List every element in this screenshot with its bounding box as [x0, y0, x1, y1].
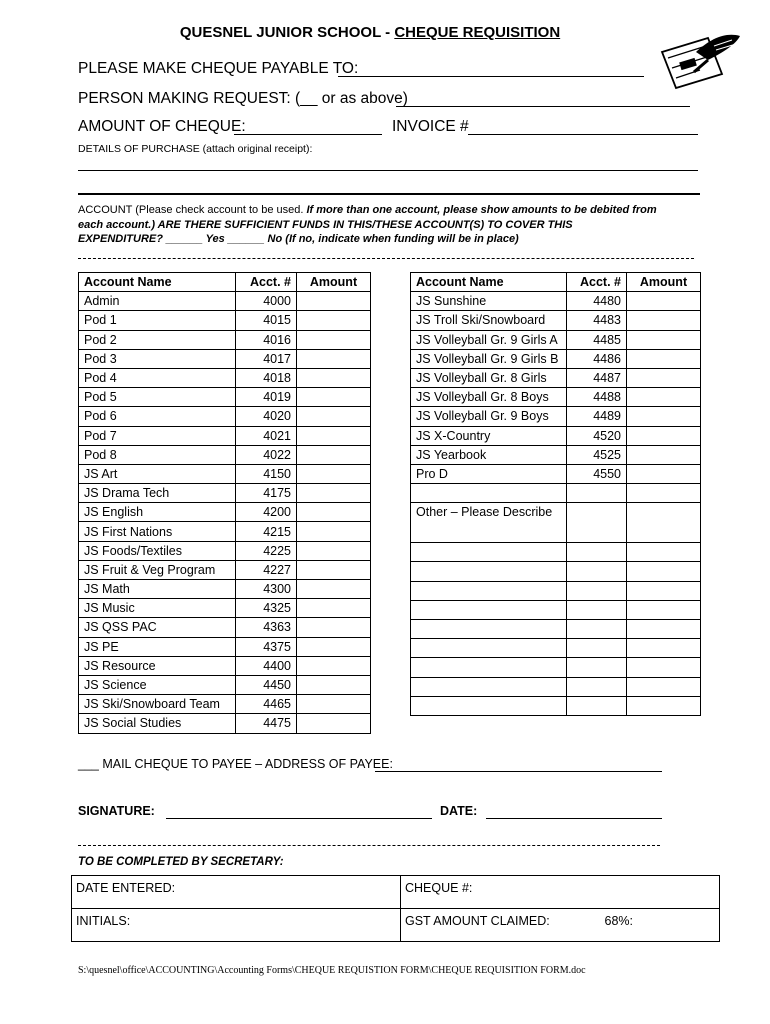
col-amount: Amount: [297, 273, 371, 292]
account-name-cell: [411, 543, 567, 562]
amount-of-cheque-label: AMOUNT OF CHEQUE:: [78, 118, 246, 135]
amount-cell[interactable]: [627, 311, 701, 330]
form-name: CHEQUE REQUISITION: [394, 24, 561, 41]
person-making-request-label: PERSON MAKING REQUEST: (__ or as above): [78, 90, 408, 107]
amount-cell[interactable]: [297, 675, 371, 694]
account-name-cell: [411, 484, 567, 503]
amount-cell[interactable]: [627, 562, 701, 581]
amount-cell[interactable]: [297, 349, 371, 368]
table-header-row: [79, 273, 371, 292]
account-number-cell: 4215: [236, 522, 297, 541]
amount-cell[interactable]: [297, 407, 371, 426]
account-number-cell: 4018: [236, 368, 297, 387]
account-name-cell: JS Volleyball Gr. 9 Girls A: [411, 330, 567, 349]
table-row: [79, 388, 371, 407]
account-number-cell: [567, 639, 627, 658]
account-number-cell: 4022: [236, 445, 297, 464]
account-name-cell: Pod 7: [79, 426, 236, 445]
account-name-cell: Pod 8: [79, 445, 236, 464]
date-label: DATE:: [440, 804, 478, 818]
amount-cell[interactable]: [627, 658, 701, 677]
account-number-cell: [567, 484, 627, 503]
account-number-cell: 4175: [236, 484, 297, 503]
secretary-table: [71, 875, 720, 942]
account-number-cell: 4488: [567, 388, 627, 407]
person-making-request-line[interactable]: [396, 106, 690, 107]
account-instructions: ACCOUNT (Please check account to be used. If more than one account, please show amounts to be debited from each account.) ARE THERE SUFFICIENT FUNDS IN THIS/THESE ACCOUNT(S) TO COVER THIS EXPENDITURE? ______ Yes ______ No (If no, indicate when funding will be in place): [78, 204, 657, 245]
account-number-cell: 4520: [567, 426, 627, 445]
account-name-cell: JS Science: [79, 675, 236, 694]
date-line[interactable]: [486, 818, 662, 819]
account-name-cell: Pod 2: [79, 330, 236, 349]
payee-address-line[interactable]: [375, 771, 662, 772]
table-row: [411, 388, 701, 407]
account-number-cell: 4400: [236, 656, 297, 675]
col-account-name: Account Name: [411, 273, 567, 292]
table-row: [411, 464, 701, 483]
page-title: [0, 24, 740, 41]
table-row: [411, 677, 701, 696]
col-amount: Amount: [627, 273, 701, 292]
table-row: [79, 407, 371, 426]
account-number-cell: 4000: [236, 292, 297, 311]
table-row: [411, 543, 701, 562]
amount-cell[interactable]: [297, 541, 371, 560]
amount-cell[interactable]: [627, 639, 701, 658]
account-number-cell: 4227: [236, 560, 297, 579]
account-number-cell: [567, 562, 627, 581]
payable-to-label: PLEASE MAKE CHEQUE PAYABLE TO:: [78, 60, 359, 77]
col-acct-number: Acct. #: [236, 273, 297, 292]
account-number-cell: 4020: [236, 407, 297, 426]
amount-cell[interactable]: [297, 484, 371, 503]
details-of-purchase-label: DETAILS OF PURCHASE (attach original receipt):: [78, 143, 313, 155]
account-number-cell: 4150: [236, 464, 297, 483]
account-name-cell: JS Volleyball Gr. 9 Girls B: [411, 349, 567, 368]
date-entered-cell[interactable]: DATE ENTERED:: [72, 876, 401, 909]
account-name-cell: JS Fruit & Veg Program: [79, 560, 236, 579]
amount-cell[interactable]: [297, 311, 371, 330]
amount-cell[interactable]: [627, 388, 701, 407]
secretary-heading: TO BE COMPLETED BY SECRETARY:: [78, 856, 284, 868]
account-number-cell: 4375: [236, 637, 297, 656]
account-name-cell: JS Foods/Textiles: [79, 541, 236, 560]
table-row: [79, 637, 371, 656]
table-row: [79, 714, 371, 733]
amount-cell[interactable]: [297, 368, 371, 387]
table-row: [411, 445, 701, 464]
account-number-cell: 4016: [236, 330, 297, 349]
account-name-cell: [411, 658, 567, 677]
amount-cell[interactable]: [627, 677, 701, 696]
account-name-cell: JS Yearbook: [411, 445, 567, 464]
amount-cell[interactable]: [297, 464, 371, 483]
account-number-cell: 4487: [567, 368, 627, 387]
account-number-cell: [567, 581, 627, 600]
col-acct-number: Acct. #: [567, 273, 627, 292]
account-name-cell: JS QSS PAC: [79, 618, 236, 637]
account-name-cell: [411, 696, 567, 715]
account-number-cell: [567, 620, 627, 639]
table-row: [411, 503, 701, 543]
table-row: [79, 368, 371, 387]
invoice-line[interactable]: [468, 134, 698, 135]
account-number-cell: 4480: [567, 292, 627, 311]
table-header-row: [411, 273, 701, 292]
amount-cell[interactable]: [297, 714, 371, 733]
account-name-cell: Other – Please Describe: [411, 503, 567, 543]
table-row: [411, 311, 701, 330]
amount-cell[interactable]: [627, 330, 701, 349]
table-row: [79, 445, 371, 464]
payable-to-line[interactable]: [338, 76, 644, 77]
account-number-cell: [567, 677, 627, 696]
amount-of-cheque-line[interactable]: [234, 134, 382, 135]
amount-cell[interactable]: [297, 522, 371, 541]
account-number-cell: 4200: [236, 503, 297, 522]
amount-cell[interactable]: [627, 581, 701, 600]
account-name-cell: [411, 600, 567, 619]
table-row: [79, 522, 371, 541]
table-row: [411, 368, 701, 387]
amount-cell[interactable]: [297, 426, 371, 445]
cheque-number-cell[interactable]: CHEQUE #:: [401, 876, 720, 909]
table-row: [411, 426, 701, 445]
initials-cell[interactable]: INITIALS:: [72, 909, 401, 942]
amount-cell[interactable]: [627, 464, 701, 483]
amount-cell[interactable]: [297, 637, 371, 656]
table-row: [79, 599, 371, 618]
account-name-cell: JS Drama Tech: [79, 484, 236, 503]
account-name-cell: JS Social Studies: [79, 714, 236, 733]
amount-cell[interactable]: [297, 560, 371, 579]
account-name-cell: JS X-Country: [411, 426, 567, 445]
account-name-cell: JS Resource: [79, 656, 236, 675]
right-account-table: [410, 272, 701, 716]
table-row: [79, 426, 371, 445]
account-name-cell: Pod 3: [79, 349, 236, 368]
account-name-cell: [411, 581, 567, 600]
amount-cell[interactable]: [627, 426, 701, 445]
account-number-cell: 4483: [567, 311, 627, 330]
account-number-cell: 4363: [236, 618, 297, 637]
table-row: [79, 503, 371, 522]
account-name-cell: JS Troll Ski/Snowboard: [411, 311, 567, 330]
account-number-cell: [567, 503, 627, 543]
details-line-2[interactable]: [78, 193, 700, 195]
amount-cell[interactable]: [297, 618, 371, 637]
account-name-cell: JS Volleyball Gr. 9 Boys: [411, 407, 567, 426]
school-name: QUESNEL JUNIOR SCHOOL -: [179, 24, 395, 41]
amount-cell[interactable]: [297, 330, 371, 349]
table-row: [411, 562, 701, 581]
account-name-cell: [411, 620, 567, 639]
amount-cell[interactable]: [627, 503, 701, 543]
table-row: [79, 311, 371, 330]
amount-cell[interactable]: [297, 656, 371, 675]
left-account-table: [78, 272, 371, 734]
account-name-cell: JS Volleyball Gr. 8 Girls: [411, 368, 567, 387]
signature-label: SIGNATURE:: [78, 804, 155, 818]
table-row: [79, 330, 371, 349]
table-row: [411, 696, 701, 715]
amount-cell[interactable]: [297, 695, 371, 714]
account-name-cell: Pod 6: [79, 407, 236, 426]
details-line-1[interactable]: [78, 170, 698, 171]
account-number-cell: [567, 600, 627, 619]
table-row: [79, 484, 371, 503]
table-row: [79, 618, 371, 637]
account-number-cell: 4489: [567, 407, 627, 426]
account-name-cell: JS Sunshine: [411, 292, 567, 311]
amount-cell[interactable]: [297, 503, 371, 522]
amount-cell[interactable]: [297, 292, 371, 311]
signature-line[interactable]: [166, 818, 432, 819]
table-row: [79, 580, 371, 599]
account-name-cell: JS Math: [79, 580, 236, 599]
account-number-cell: 4300: [236, 580, 297, 599]
table-row: [411, 658, 701, 677]
table-row: [411, 292, 701, 311]
account-name-cell: [411, 562, 567, 581]
account-name-cell: JS Art: [79, 464, 236, 483]
account-number-cell: 4486: [567, 349, 627, 368]
table-row: [411, 484, 701, 503]
account-name-cell: Pod 5: [79, 388, 236, 407]
table-row: [411, 407, 701, 426]
cheque-pen-icon: [656, 30, 746, 92]
account-name-cell: JS PE: [79, 637, 236, 656]
account-name-cell: JS First Nations: [79, 522, 236, 541]
amount-cell[interactable]: [297, 599, 371, 618]
amount-cell[interactable]: [627, 484, 701, 503]
account-name-cell: [411, 639, 567, 658]
cut-line: [78, 845, 660, 846]
account-number-cell: 4021: [236, 426, 297, 445]
table-row: [79, 541, 371, 560]
table-row: [79, 464, 371, 483]
table-row: [411, 581, 701, 600]
account-name-cell: Pro D: [411, 464, 567, 483]
account-name-cell: JS English: [79, 503, 236, 522]
account-number-cell: 4015: [236, 311, 297, 330]
amount-cell[interactable]: [627, 368, 701, 387]
table-row: [79, 675, 371, 694]
account-name-cell: Admin: [79, 292, 236, 311]
mail-cheque-label: ___ MAIL CHEQUE TO PAYEE – ADDRESS OF PAYEE:: [78, 757, 393, 771]
account-number-cell: [567, 658, 627, 677]
account-number-cell: 4450: [236, 675, 297, 694]
account-name-cell: Pod 4: [79, 368, 236, 387]
col-account-name: Account Name: [79, 273, 236, 292]
amount-cell[interactable]: [297, 445, 371, 464]
table-row: [79, 292, 371, 311]
amount-cell[interactable]: [627, 292, 701, 311]
table-row: [411, 639, 701, 658]
invoice-label: INVOICE #: [392, 118, 469, 135]
account-number-cell: 4325: [236, 599, 297, 618]
account-number-cell: 4525: [567, 445, 627, 464]
amount-cell[interactable]: [297, 580, 371, 599]
account-name-cell: JS Ski/Snowboard Team: [79, 695, 236, 714]
amount-cell[interactable]: [627, 407, 701, 426]
separator-line: [78, 258, 694, 259]
table-row: [79, 349, 371, 368]
amount-cell[interactable]: [627, 600, 701, 619]
table-row: [411, 330, 701, 349]
account-name-cell: Pod 1: [79, 311, 236, 330]
amount-cell[interactable]: [627, 620, 701, 639]
account-name-cell: JS Volleyball Gr. 8 Boys: [411, 388, 567, 407]
account-number-cell: 4225: [236, 541, 297, 560]
account-number-cell: [567, 696, 627, 715]
amount-cell[interactable]: [627, 349, 701, 368]
amount-cell[interactable]: [627, 696, 701, 715]
table-row: [411, 620, 701, 639]
account-name-cell: [411, 677, 567, 696]
amount-cell[interactable]: [627, 543, 701, 562]
account-number-cell: 4465: [236, 695, 297, 714]
account-number-cell: 4550: [567, 464, 627, 483]
file-path-footer: S:\quesnel\office\ACCOUNTING\Accounting Forms\CHEQUE REQUISTION FORM\CHEQUE REQUISITION FORM.doc: [78, 965, 586, 976]
table-row: [411, 600, 701, 619]
account-number-cell: 4475: [236, 714, 297, 733]
table-row: [79, 695, 371, 714]
table-row: [79, 560, 371, 579]
gst-cell[interactable]: GST AMOUNT CLAIMED: 68%:: [401, 909, 720, 942]
account-number-cell: 4019: [236, 388, 297, 407]
amount-cell[interactable]: [297, 388, 371, 407]
account-name-cell: JS Music: [79, 599, 236, 618]
table-row: [79, 656, 371, 675]
account-number-cell: 4017: [236, 349, 297, 368]
account-number-cell: 4485: [567, 330, 627, 349]
account-number-cell: [567, 543, 627, 562]
amount-cell[interactable]: [627, 445, 701, 464]
table-row: [411, 349, 701, 368]
